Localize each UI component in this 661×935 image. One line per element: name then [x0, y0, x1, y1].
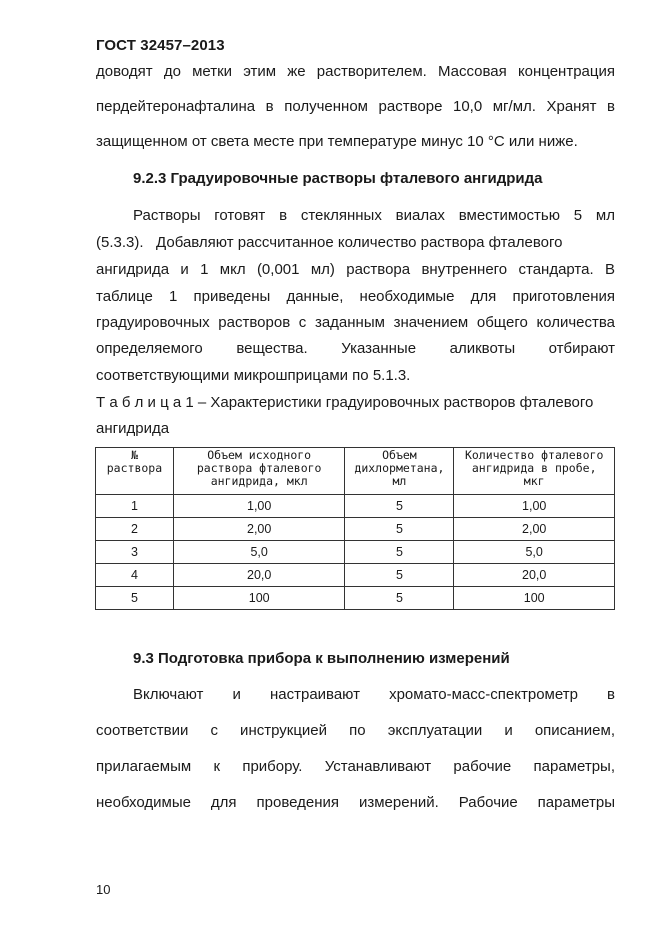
table-cell: 5,0 [173, 541, 345, 564]
solutions-table [95, 447, 615, 610]
header-text: Количество фталевого [464, 448, 604, 462]
table-cell: 2 [96, 518, 174, 541]
header-text: № [130, 448, 138, 462]
header-text: Объем [382, 448, 417, 462]
table-row [96, 564, 615, 587]
header-text: раствора [106, 461, 163, 475]
intro-line-2: пердейтеронафталина в полученном растворе 10,0 мг/мл. Хранят в [96, 98, 615, 115]
table-cell: 20,0 [454, 564, 615, 587]
header-text: дихлорметана, [354, 461, 445, 475]
header-stock-volume [173, 448, 345, 495]
table-cell: 100 [454, 587, 615, 610]
table-cell: 5 [345, 564, 454, 587]
table-cell: 3 [96, 541, 174, 564]
section-93-line-4: необходимые для проведения измерений. Рабочие параметры [96, 794, 615, 811]
section-923-line-2: (5.3.3). Добавляют рассчитанное количество раствора фталевого [96, 234, 563, 251]
header-text: раствора фталевого [196, 461, 322, 475]
table-cell: 5 [345, 587, 454, 610]
header-text: ангидрида, мкл [210, 474, 308, 488]
section-93-line-2: соответствии с инструкцией по эксплуатации и описанием, [96, 722, 615, 739]
table-header-row [96, 448, 615, 495]
section-923-line-4: таблице 1 приведены данные, необходимые для приготовления [96, 288, 615, 305]
table-cell: 4 [96, 564, 174, 587]
table-row [96, 541, 615, 564]
section-923-line-7: соответствующими микрошприцами по 5.1.3. [96, 367, 411, 384]
table-cell: 5 [96, 587, 174, 610]
standard-header: ГОСТ 32457–2013 [96, 37, 225, 54]
table-caption-line-1: Т а б л и ц а 1 – Характеристики градуировочных растворов фталевого [96, 394, 594, 411]
table-cell: 100 [173, 587, 345, 610]
table-cell: 20,0 [173, 564, 345, 587]
intro-line-3: защищенном от света месте при температуре минус 10 °С или ниже. [96, 133, 578, 150]
table-cell: 1,00 [173, 495, 345, 518]
header-solution-number [96, 448, 174, 495]
header-text: мкг [523, 474, 545, 488]
section-93-line-3: прилагаемым к прибору. Устанавливают рабочие параметры, [96, 758, 615, 775]
header-text: ангидрида в пробе, [471, 461, 597, 475]
header-text: мл [392, 474, 407, 488]
section-923-line-6: определяемого вещества. Указанные аликвоты отбирают [96, 340, 615, 357]
table-cell: 2,00 [173, 518, 345, 541]
table-row [96, 518, 615, 541]
section-93-line-1: Включают и настраивают хромато-масс-спектрометр в [133, 686, 615, 703]
table-cell: 5,0 [454, 541, 615, 564]
section-923-heading: 9.2.3 Градуировочные растворы фталевого ангидрида [133, 170, 543, 187]
table-caption-line-2: ангидрида [96, 420, 170, 437]
section-923-line-5: градуировочных растворов с заданным значением общего количества [96, 314, 615, 331]
table-cell: 5 [345, 518, 454, 541]
section-93-heading: 9.3 Подготовка прибора к выполнению измерений [133, 650, 510, 667]
table-cell: 1 [96, 495, 174, 518]
page-number: 10 [96, 882, 111, 897]
header-text: Объем исходного [207, 448, 312, 462]
section-923-line-1: Растворы готовят в стеклянных виалах вместимостью 5 мл [133, 207, 615, 224]
header-dcm-volume [345, 448, 454, 495]
intro-line-1: доводят до метки этим же растворителем. Массовая концентрация [96, 63, 615, 80]
table-cell: 5 [345, 495, 454, 518]
table-cell: 2,00 [454, 518, 615, 541]
section-923-line-3: ангидрида и 1 мкл (0,001 мл) раствора внутреннего стандарта. В [96, 261, 615, 278]
header-anhydride-amount [454, 448, 615, 495]
table-cell: 1,00 [454, 495, 615, 518]
table-row [96, 495, 615, 518]
table-cell: 5 [345, 541, 454, 564]
table-row [96, 587, 615, 610]
